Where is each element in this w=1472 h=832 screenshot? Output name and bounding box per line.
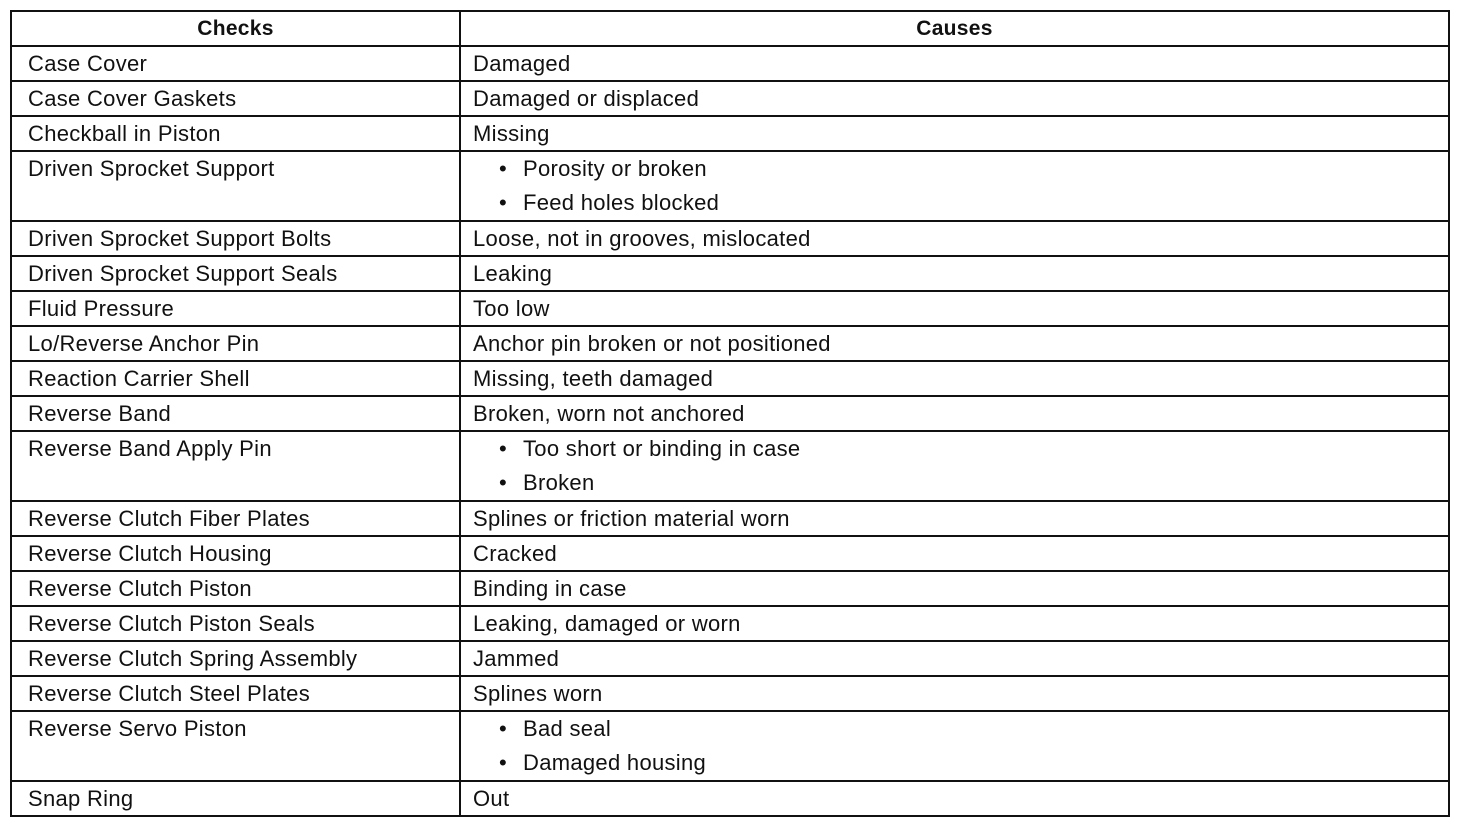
table-row <box>11 641 1449 676</box>
cause-cell <box>460 711 1449 781</box>
cause-cell: Missing, teeth damaged <box>460 361 1449 396</box>
cause-bullet-item: • Too short or binding in case <box>499 432 1448 466</box>
check-cell: Reverse Band Apply Pin <box>11 431 460 501</box>
cause-cell: Splines or friction material worn <box>460 501 1449 536</box>
cause-cell: Broken, worn not anchored <box>460 396 1449 431</box>
check-cell: Reverse Clutch Piston Seals <box>11 606 460 641</box>
cause-bullet-item: • Damaged housing <box>499 746 1448 780</box>
cause-cell: Out <box>460 781 1449 816</box>
check-cell: Checkball in Piston <box>11 116 460 151</box>
check-cell: Reverse Clutch Piston <box>11 571 460 606</box>
cause-bullet-list <box>473 152 1448 220</box>
table-row <box>11 711 1449 781</box>
check-cell: Driven Sprocket Support Seals <box>11 256 460 291</box>
cause-bullet-list <box>473 712 1448 780</box>
check-cell: Reverse Clutch Spring Assembly <box>11 641 460 676</box>
table-row <box>11 431 1449 501</box>
table-row <box>11 46 1449 81</box>
table-row <box>11 571 1449 606</box>
check-cell: Driven Sprocket Support <box>11 151 460 221</box>
checks-column-header: Checks <box>11 11 460 46</box>
table-row <box>11 291 1449 326</box>
check-cell: Reverse Band <box>11 396 460 431</box>
cause-cell: Jammed <box>460 641 1449 676</box>
check-cell: Reverse Servo Piston <box>11 711 460 781</box>
table-row <box>11 676 1449 711</box>
table-header-row <box>11 11 1449 46</box>
table-row <box>11 326 1449 361</box>
cause-cell <box>460 431 1449 501</box>
cause-bullet-item: • Broken <box>499 466 1448 500</box>
cause-cell: Cracked <box>460 536 1449 571</box>
check-cell: Snap Ring <box>11 781 460 816</box>
table-row <box>11 256 1449 291</box>
table-row <box>11 501 1449 536</box>
table-row <box>11 81 1449 116</box>
check-cell: Lo/Reverse Anchor Pin <box>11 326 460 361</box>
check-cell: Driven Sprocket Support Bolts <box>11 221 460 256</box>
check-cell: Reverse Clutch Steel Plates <box>11 676 460 711</box>
check-cell: Reverse Clutch Housing <box>11 536 460 571</box>
table-row <box>11 116 1449 151</box>
cause-bullet-list <box>473 432 1448 500</box>
cause-bullet-item: • Bad seal <box>499 712 1448 746</box>
cause-cell: Splines worn <box>460 676 1449 711</box>
table-row <box>11 536 1449 571</box>
check-cell: Reaction Carrier Shell <box>11 361 460 396</box>
table-row <box>11 606 1449 641</box>
cause-cell: Damaged or displaced <box>460 81 1449 116</box>
check-cell: Reverse Clutch Fiber Plates <box>11 501 460 536</box>
cause-cell: Damaged <box>460 46 1449 81</box>
cause-cell: Binding in case <box>460 571 1449 606</box>
causes-column-header: Causes <box>460 11 1449 46</box>
check-cell: Fluid Pressure <box>11 291 460 326</box>
cause-cell: Leaking, damaged or worn <box>460 606 1449 641</box>
cause-cell: Anchor pin broken or not positioned <box>460 326 1449 361</box>
cause-cell: Too low <box>460 291 1449 326</box>
cause-cell: Loose, not in grooves, mislocated <box>460 221 1449 256</box>
cause-cell <box>460 151 1449 221</box>
table-row <box>11 151 1449 221</box>
table-row <box>11 781 1449 816</box>
cause-bullet-item: • Feed holes blocked <box>499 186 1448 220</box>
table-body <box>11 46 1449 816</box>
check-cell: Case Cover Gaskets <box>11 81 460 116</box>
table-row <box>11 221 1449 256</box>
table-row <box>11 396 1449 431</box>
cause-bullet-item: • Porosity or broken <box>499 152 1448 186</box>
checks-causes-table <box>10 10 1450 817</box>
cause-cell: Missing <box>460 116 1449 151</box>
table-row <box>11 361 1449 396</box>
cause-cell: Leaking <box>460 256 1449 291</box>
check-cell: Case Cover <box>11 46 460 81</box>
